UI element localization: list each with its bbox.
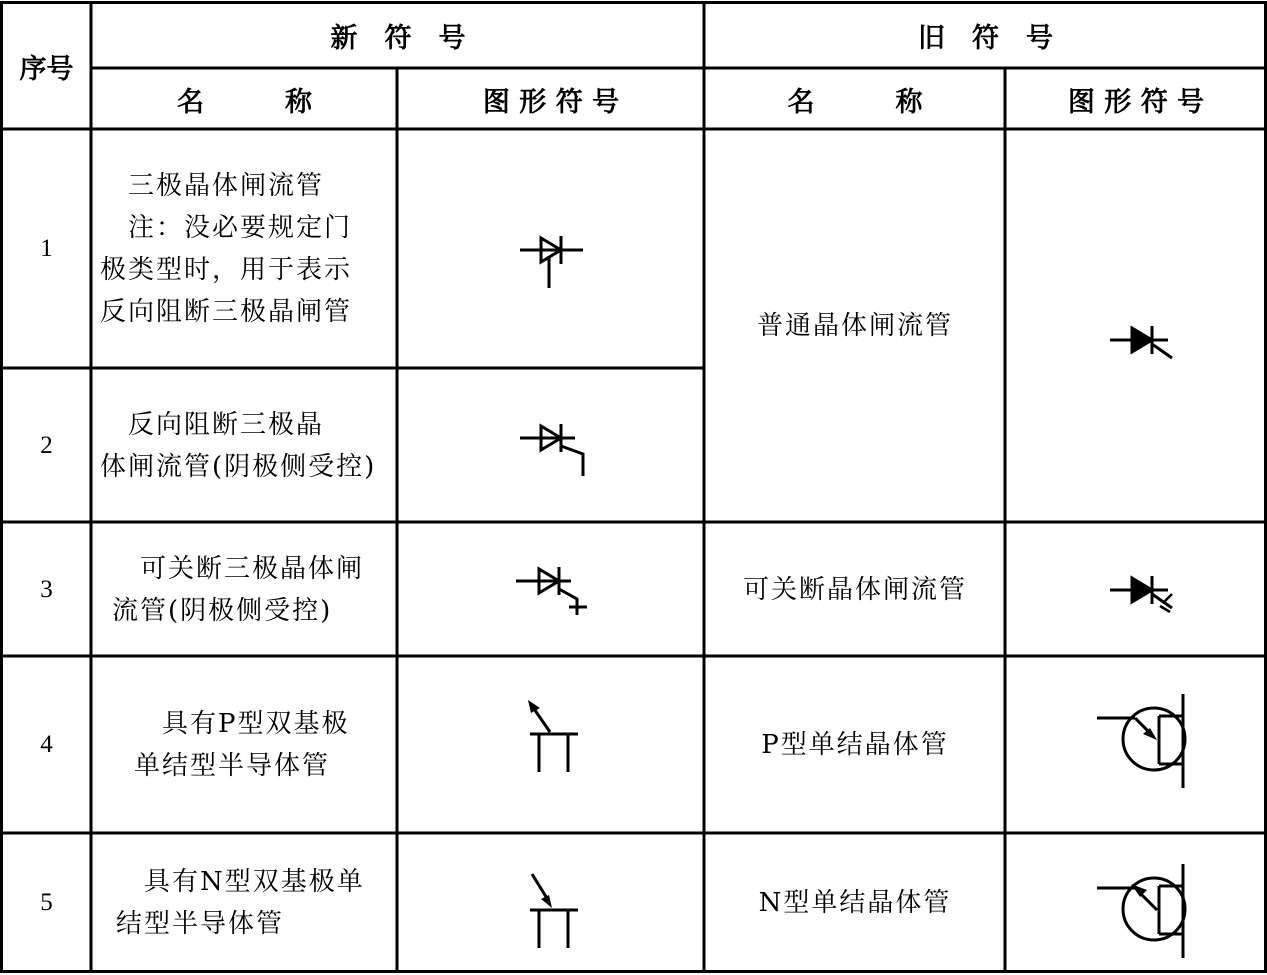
new-name-cell: 具有N型双基极单 结型半导体管 [116, 867, 365, 939]
new-name-cell: 三极晶体闸流管 注：没必要规定门 极类型时，用于表示 反向阻断三极晶闸管 [100, 171, 353, 327]
thyristor-cathode-gate-icon [515, 418, 595, 480]
new-name-cell: 可关断三极晶体闸 流管(阴极侧受控) [112, 553, 365, 626]
new-name-cell: 具有P型双基极 单结型半导体管 [134, 709, 350, 781]
old-name-cell: 普通晶体闸流管 [756, 311, 953, 341]
row-number: 1 [40, 235, 53, 262]
header-old-name: 名 称 [787, 86, 923, 118]
gto-thyristor-icon [513, 563, 593, 623]
old-ujt-n-icon [1095, 860, 1195, 960]
new-name-cell: 反向阻断三极晶 体闸流管(阴极侧受控) [100, 409, 377, 482]
old-name-cell: P型单结晶体管 [761, 730, 949, 760]
row-number: 3 [40, 575, 53, 603]
header-new-symbols: 新 符 号 [330, 23, 466, 54]
row-number: 4 [40, 731, 53, 758]
header-seq: 序号 [19, 53, 74, 85]
header-old-symbol: 图 形 符 号 [1067, 86, 1205, 118]
header-old-symbols: 旧 符 号 [918, 23, 1053, 54]
ujt-p-icon [520, 696, 585, 776]
thyristor-gate-icon [515, 230, 590, 295]
row-number: 5 [40, 889, 53, 916]
ujt-n-icon [520, 866, 585, 950]
row-number: 2 [40, 431, 53, 459]
old-ujt-p-icon [1095, 690, 1195, 790]
old-thyristor-icon [1106, 320, 1178, 364]
header-new-symbol: 图 形 符 号 [482, 86, 620, 118]
old-name-cell: N型单结晶体管 [758, 888, 952, 918]
old-name-cell: 可关断晶体闸流管 [742, 574, 967, 605]
header-new-name: 名 称 [177, 86, 312, 118]
old-gto-icon [1106, 572, 1178, 616]
